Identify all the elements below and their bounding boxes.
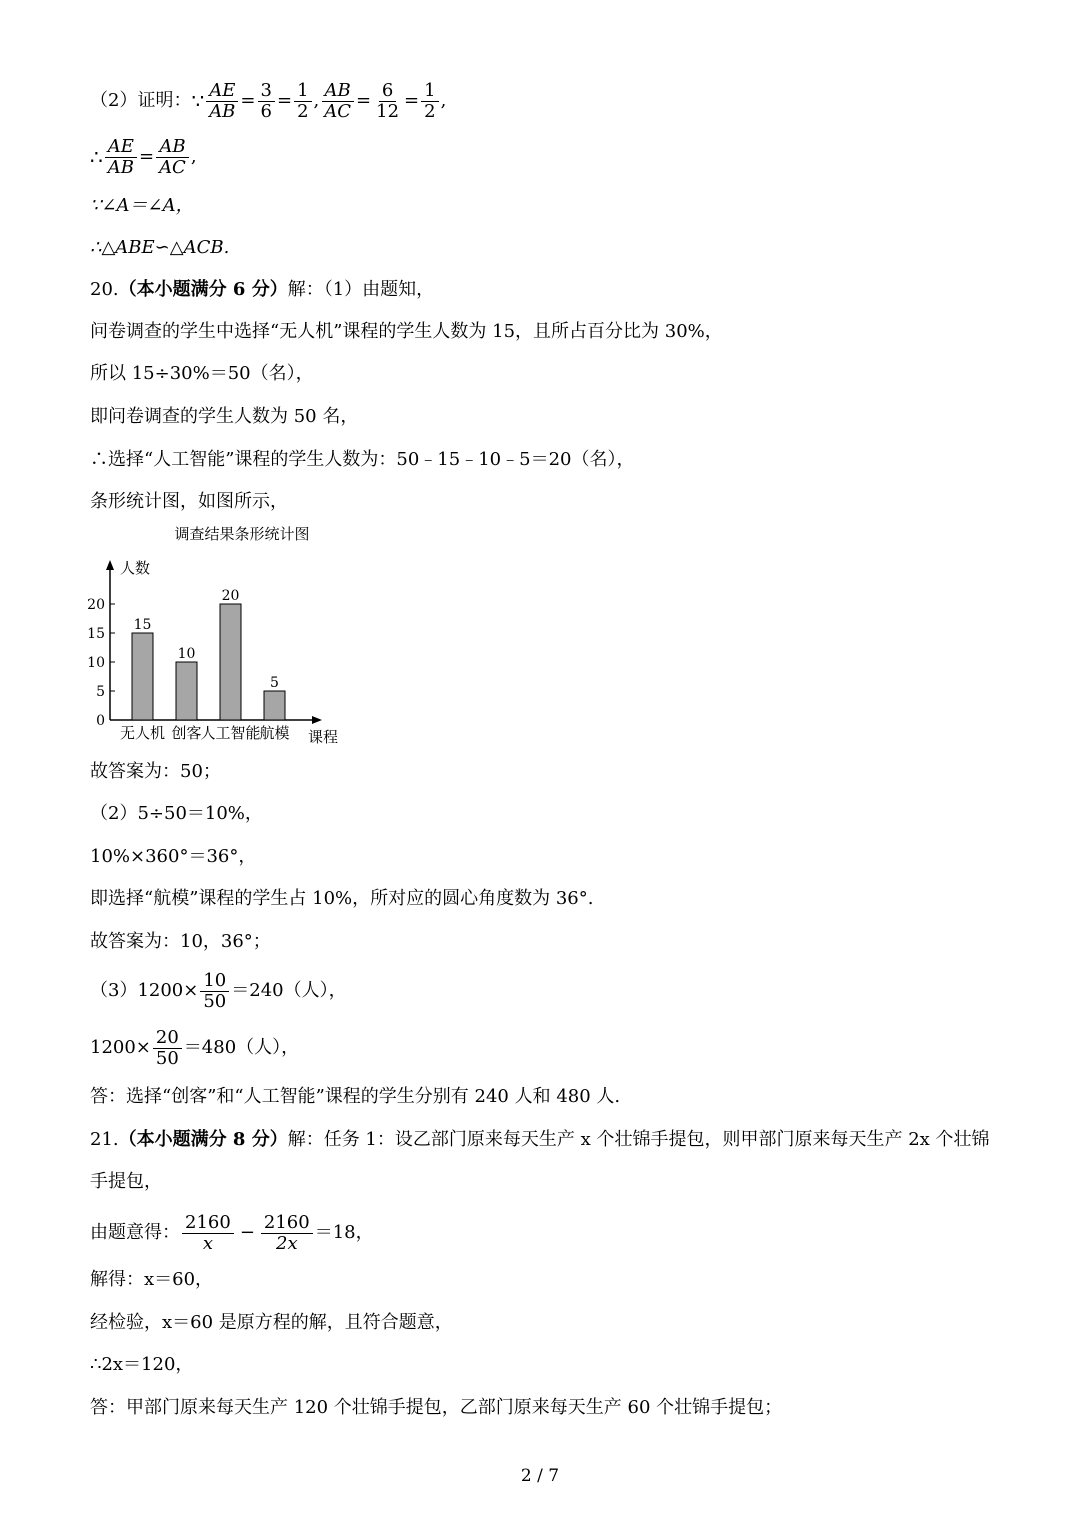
- y-tick-label: 10: [87, 655, 105, 671]
- fraction-2160-2x: $\frac{2160}{2x}$: [261, 1213, 313, 1254]
- p20-line-12: [90, 1025, 299, 1071]
- p21-line-6: 答：甲部门原来每天生产 120 个壮锦手提包，乙部门原来每天生产 60 个壮锦手提包；: [90, 1397, 783, 1418]
- expression-prefix: 1200×: [90, 1037, 151, 1058]
- equals-sign: =: [276, 90, 293, 111]
- p20-line-13: 答：选择“创客”和“人工智能”课程的学生分别有 240 人和 480 人.: [90, 1086, 621, 1107]
- problem-21-heading: [90, 1128, 990, 1152]
- bar-value-label: 10: [177, 646, 196, 662]
- problem-number: 20.: [90, 279, 119, 300]
- fraction-1-2: $\frac{1}{2}$: [294, 81, 311, 122]
- expression-result: ＝240（人），: [231, 980, 347, 1001]
- proof-line-4: ∴△ABE∽△ACB.: [90, 237, 230, 258]
- bar-value-label: 20: [221, 588, 240, 604]
- y-tick-label: 20: [87, 597, 105, 613]
- score-note: （本小题满分 6 分）: [118, 279, 288, 300]
- comma: ,: [440, 90, 447, 111]
- proof-label: （2）证明：: [90, 90, 192, 111]
- fraction-1-2: $\frac{1}{2}$: [421, 81, 438, 122]
- p20-line-2: 所以 15÷30%＝50（名），: [90, 363, 314, 384]
- p20-line-7: （2）5÷50＝10%，: [90, 803, 263, 824]
- bar-value-label: 5: [270, 675, 279, 691]
- equals-sign: =: [138, 146, 155, 167]
- fraction-ae-ab: $\frac{AE}{AB}$: [206, 81, 238, 122]
- minus-sign: −: [239, 1222, 255, 1243]
- bar: [220, 604, 241, 720]
- p21-line-3: 解得：x＝60，: [90, 1269, 214, 1290]
- proof-line-3: ∵∠A＝∠A，: [90, 195, 194, 216]
- p20-line-1: 问卷调查的学生中选择“无人机”课程的学生人数为 15，且所占百分比为 30%，: [90, 321, 723, 342]
- x-axis-label: 课程: [308, 728, 339, 746]
- y-tick-label: 15: [87, 626, 105, 642]
- y-axis-arrow: [106, 560, 114, 570]
- bar: [176, 662, 197, 720]
- bar: [264, 691, 285, 720]
- fraction-3-6: $\frac{3}{6}$: [258, 81, 275, 122]
- p21-line-2: [90, 1208, 374, 1258]
- fraction-2160-x: $\frac{2160}{x}$: [182, 1213, 234, 1254]
- heading-text: 解：任务 1：设乙部门原来每天生产 x 个壮锦手提包，则甲部门原来每天生产 2x 个壮锦: [287, 1129, 990, 1150]
- category-label: 人工智能: [200, 724, 261, 742]
- heading-text: 解：（1）由题知，: [287, 279, 435, 300]
- p20-line-11: [90, 968, 347, 1014]
- p20-line-5: 条形统计图，如图所示，: [90, 491, 288, 512]
- fraction-20-50: $\frac{20}{50}$: [153, 1028, 182, 1069]
- therefore-symbol: ∴: [90, 145, 103, 169]
- p20-line-4: ∴选择“人工智能”课程的学生人数为：50﹣15﹣10﹣5＝20（名），: [90, 449, 635, 470]
- equation-prefix: 由题意得：: [90, 1222, 180, 1243]
- equation-result: ＝18，: [314, 1222, 374, 1243]
- chart-title: 调查结果条形统计图: [174, 525, 310, 543]
- because-symbol: ∵: [191, 89, 205, 113]
- y-tick-label: 5: [96, 684, 105, 700]
- fraction-ab-ac: $\frac{AB}{AC}$: [156, 137, 189, 178]
- category-label: 创客: [171, 724, 202, 742]
- p21-line-1: 手提包，: [90, 1171, 162, 1192]
- comma: ,: [190, 146, 197, 167]
- p20-line-8: 10%×360°＝36°，: [90, 846, 257, 867]
- proof-line-1: [90, 78, 446, 124]
- p20-line-6: 故答案为：50；: [90, 761, 221, 782]
- bar-value-label: 15: [133, 617, 152, 633]
- p20-line-9: 即选择“航模”课程的学生占 10%，所对应的圆心角度数为 36°.: [90, 888, 594, 909]
- problem-number: 21.: [90, 1129, 119, 1150]
- x-axis-arrow: [312, 716, 322, 724]
- score-note: （本小题满分 8 分）: [118, 1129, 288, 1150]
- expression-prefix: （3）1200×: [90, 980, 199, 1001]
- p20-line-3: 即问卷调查的学生人数为 50 名，: [90, 406, 359, 427]
- comma: ,: [313, 90, 320, 111]
- page-number: 2 / 7: [520, 1466, 560, 1486]
- fraction-10-50: $\frac{10}{50}$: [200, 971, 229, 1012]
- fraction-ab-ac: $\frac{AB}{AC}$: [321, 81, 354, 122]
- y-tick-label: 0: [96, 713, 105, 729]
- p21-line-4: 经检验，x＝60 是原方程的解，且符合题意，: [90, 1312, 453, 1333]
- expression-result: ＝480（人），: [183, 1037, 300, 1058]
- fraction-ae-ab: $\frac{AE}{AB}$: [105, 137, 137, 178]
- equals-sign: =: [404, 90, 420, 111]
- y-axis-label: 人数: [120, 559, 151, 577]
- category-label: 航模: [259, 724, 290, 742]
- equals-sign: =: [240, 90, 256, 111]
- bar: [132, 633, 153, 720]
- bar-chart: [86, 520, 356, 750]
- p21-line-5: ∴2x＝120，: [90, 1354, 194, 1375]
- problem-20-heading: [90, 278, 434, 302]
- fraction-6-12: $\frac{6}{12}$: [376, 79, 400, 122]
- p20-line-10: 故答案为：10，36°；: [90, 931, 271, 952]
- equals-sign: =: [356, 90, 372, 111]
- proof-line-2: [90, 134, 197, 180]
- category-label: 无人机: [119, 724, 166, 742]
